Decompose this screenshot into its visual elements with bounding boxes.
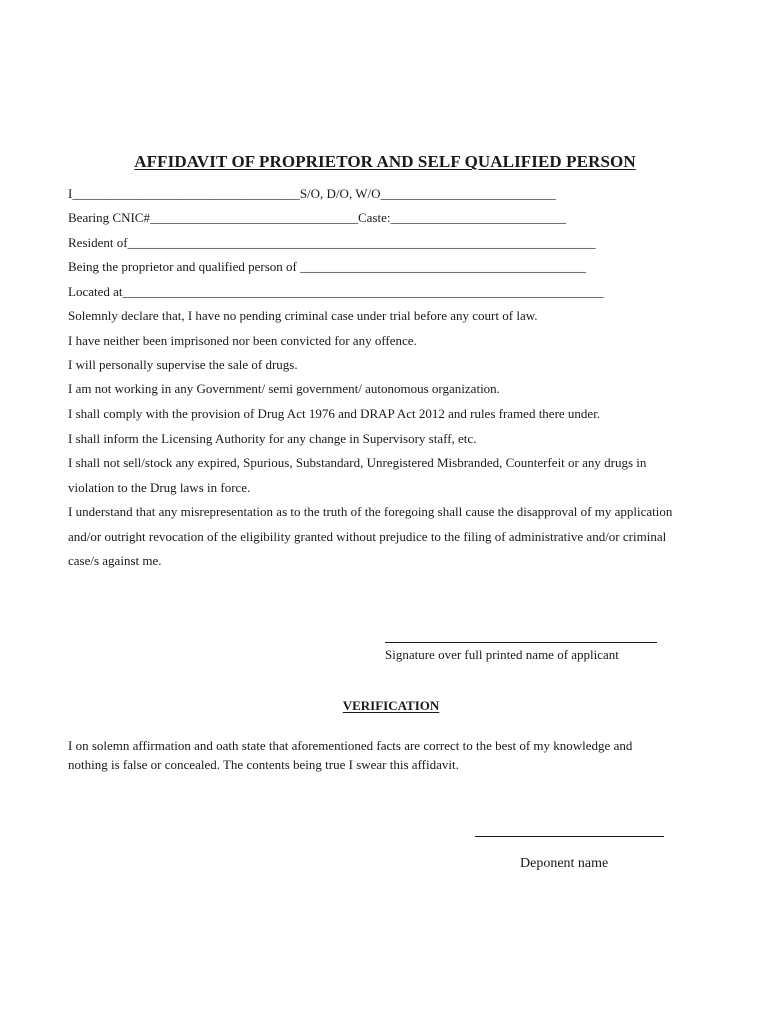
resident-field-line[interactable]: Resident of________________________________________________________________________: [68, 235, 596, 250]
applicant-signature-label: Signature over full printed name of applicant: [385, 647, 619, 662]
applicant-signature-rule[interactable]: [385, 642, 657, 643]
deponent-signature-rule[interactable]: [475, 836, 664, 837]
declaration-line: I have neither been imprisoned nor been convicted for any offence.: [68, 333, 417, 348]
document-title: AFFIDAVIT OF PROPRIETOR AND SELF QUALIFIED PERSON: [134, 152, 636, 171]
declaration-line: I understand that any misrepresentation as to the truth of the foregoing shall cause the disapproval of my application: [68, 504, 673, 519]
verification-line: nothing is false or concealed. The contents being true I swear this affidavit.: [68, 757, 459, 772]
name-field-line[interactable]: I___________________________________S/O, D/O, W/O___________________________: [68, 186, 556, 201]
proprietor-field-line[interactable]: Being the proprietor and qualified person of ____________________________________________: [68, 259, 587, 274]
located-field-line[interactable]: Located at__________________________________________________________________________: [68, 284, 604, 299]
declaration-line: violation to the Drug laws in force.: [68, 480, 251, 495]
declaration-line: I will personally supervise the sale of drugs.: [68, 357, 298, 372]
declaration-line: I shall inform the Licensing Authority for any change in Supervisory staff, etc.: [68, 431, 477, 446]
declaration-line: case/s against me.: [68, 553, 162, 568]
declaration-line: I shall not sell/stock any expired, Spurious, Substandard, Unregistered Misbranded, Counterfeit or any drugs in: [68, 455, 647, 470]
cnic-field-line[interactable]: Bearing CNIC#________________________________Caste:___________________________: [68, 210, 566, 225]
declaration-line: and/or outright revocation of the eligibility granted without prejudice to the filing of administrative and/or criminal: [68, 529, 667, 544]
declaration-line: Solemnly declare that, I have no pending criminal case under trial before any court of law.: [68, 308, 538, 323]
verification-line: I on solemn affirmation and oath state that aforementioned facts are correct to the best of my knowledge and: [68, 738, 633, 753]
declaration-line: I shall comply with the provision of Drug Act 1976 and DRAP Act 2012 and rules framed there under.: [68, 406, 601, 421]
declaration-line: I am not working in any Government/ semi government/ autonomous organization.: [68, 381, 500, 396]
deponent-name-label: Deponent name: [520, 856, 609, 871]
verification-heading: VERIFICATION: [342, 698, 440, 713]
